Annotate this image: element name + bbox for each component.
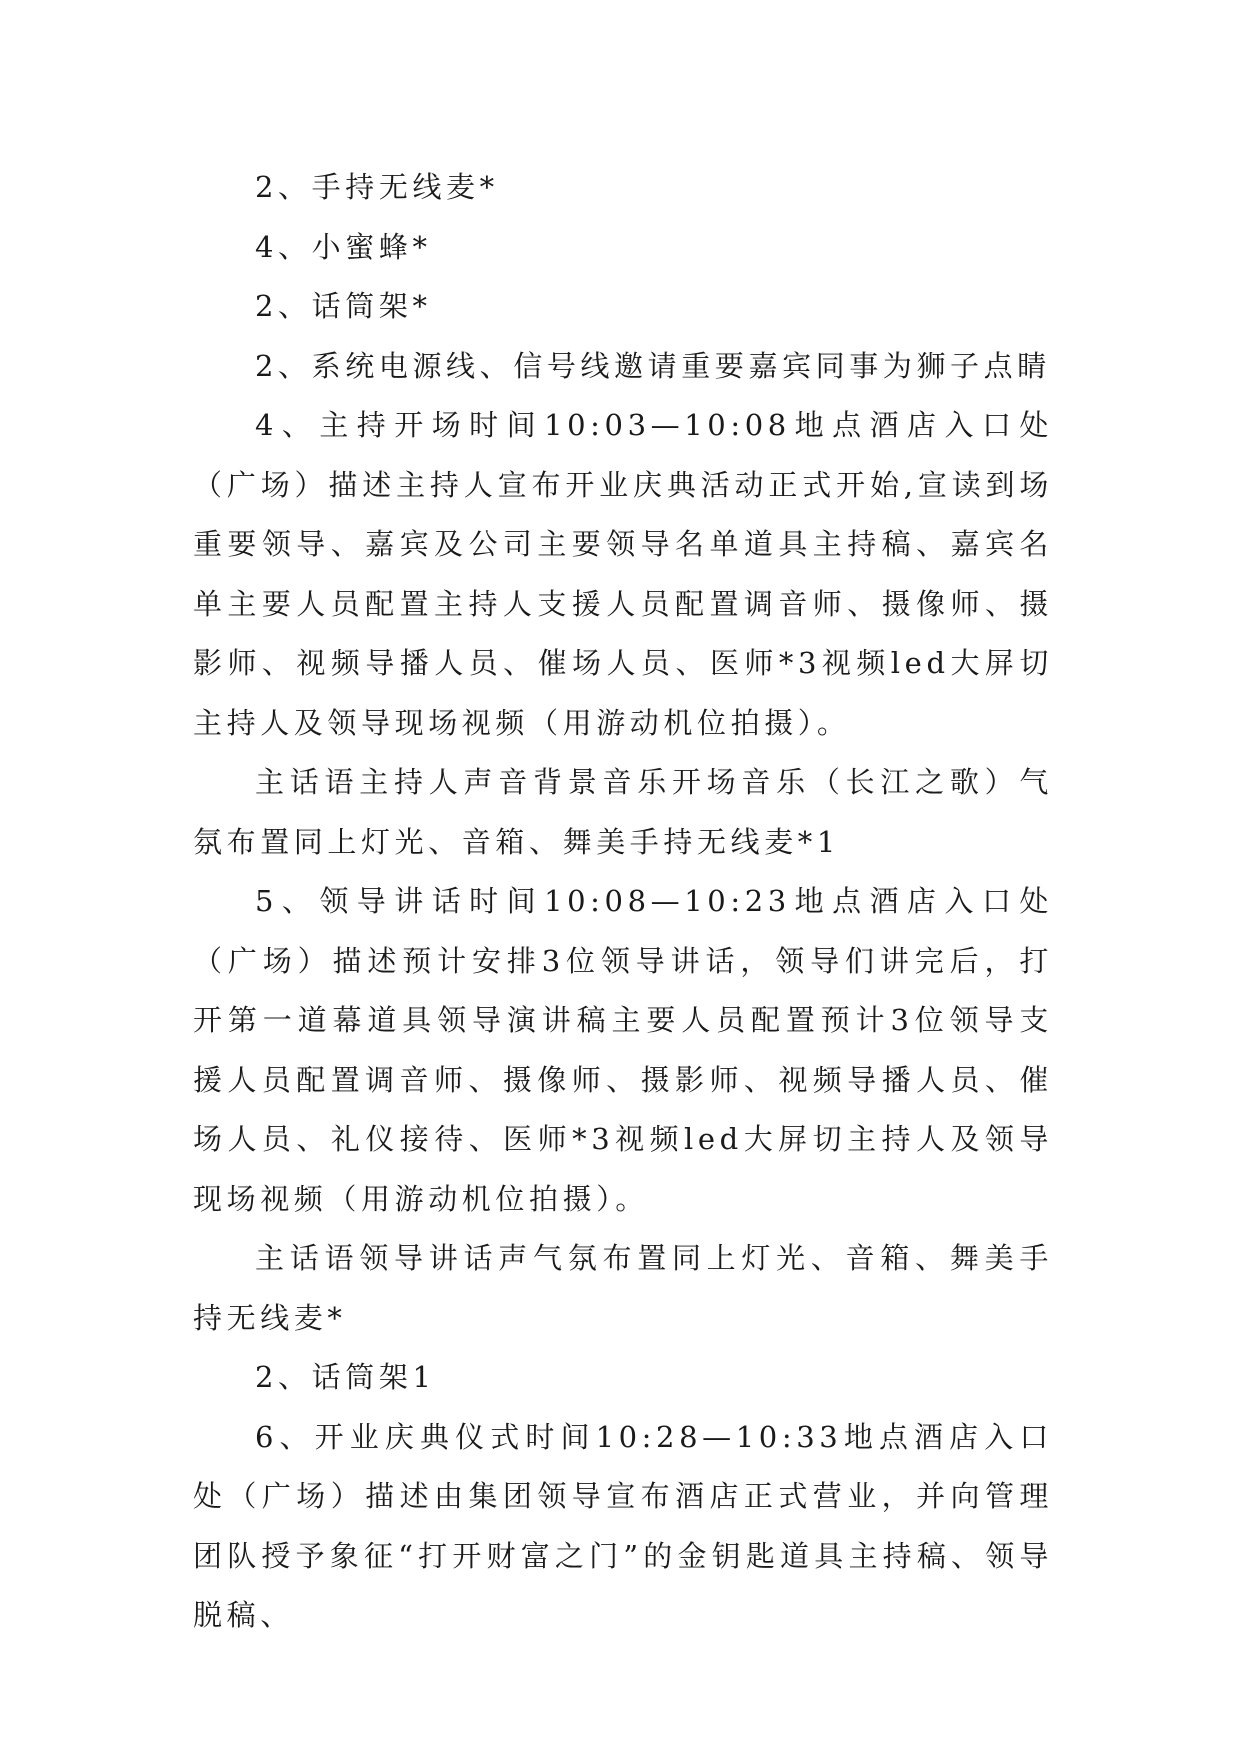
paragraph: 6、开业庆典仪式时间10:28—10:33地点酒店入口处（广场）描述由集团领导宣布酒店正式营业，并向管理团队授予象征“打开财富之门”的金钥匙道具主持稿、领导脱稿、 (193, 1419, 1053, 1632)
paragraph: 2、话筒架* (255, 289, 432, 323)
document-body (193, 158, 1053, 1646)
paragraph: 4、主持开场时间10:03—10:08地点酒店入口处（广场）描述主持人宣布开业庆典活动正式开始,宣读到场重要领导、嘉宾及公司主要领导名单道具主持稿、嘉宾名单主要人员配置主持人支援人员配置调音师、摄像师、摄影师、视频导播人员、催场人员、医师*3视频led大屏切主持人及领导现场视频（用游动机位拍摄）。 (193, 408, 1053, 740)
paragraph: 主话语领导讲话声气氛布置同上灯光、音箱、舞美手持无线麦* (193, 1241, 1053, 1335)
paragraph: 5、领导讲话时间10:08—10:23地点酒店入口处（广场）描述预计安排3位领导讲话，领导们讲完后，打开第一道幕道具领导演讲稿主要人员配置预计3位领导支援人员配置调音师、摄像师、摄影师、视频导播人员、催场人员、礼仪接待、医师*3视频led大屏切主持人及领导现场视频（用游动机位拍摄）。 (193, 884, 1053, 1216)
paragraph: 4、小蜜蜂* (255, 229, 432, 264)
paragraph: 主话语主持人声音背景音乐开场音乐（长江之歌）气氛布置同上灯光、音箱、舞美手持无线麦*1 (193, 765, 1053, 859)
paragraph: 2、手持无线麦* (255, 170, 499, 204)
paragraph: 2、话筒架1 (255, 1360, 436, 1394)
paragraph: 2、系统电源线、信号线邀请重要嘉宾同事为狮子点睛 (255, 348, 1051, 383)
